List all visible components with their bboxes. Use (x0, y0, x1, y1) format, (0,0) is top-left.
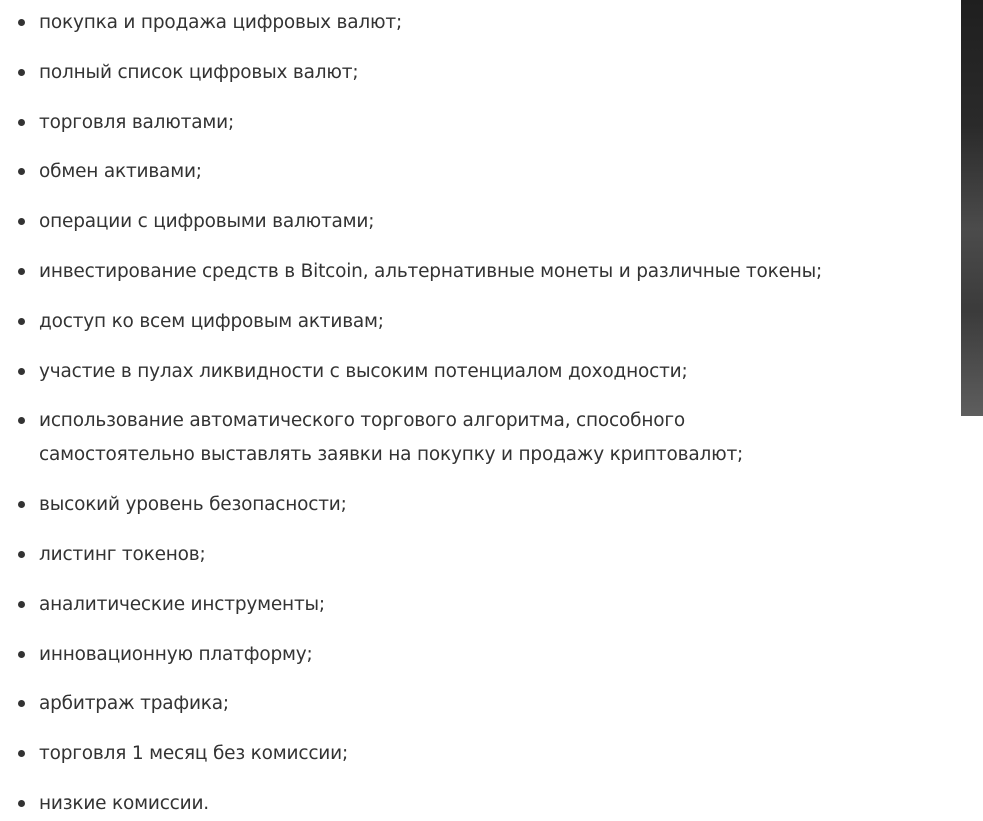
list-item-text: торговля валютами; (39, 112, 234, 133)
bullet-icon (18, 501, 25, 508)
list-item (0, 404, 839, 472)
list-item (0, 638, 839, 672)
bullet-icon (18, 69, 25, 76)
list-item-text: торговля 1 месяц без комиссии; (39, 743, 348, 764)
list-item-text: листинг токенов; (39, 544, 206, 565)
bullet-icon (18, 268, 25, 275)
bullet-icon (18, 368, 25, 375)
list-item-text: доступ ко всем цифровым активам; (39, 311, 384, 332)
list-item (0, 305, 839, 339)
list-item (0, 6, 839, 40)
list-item (0, 737, 839, 771)
list-item-text: полный список цифровых валют; (39, 62, 359, 83)
list-item (0, 588, 839, 622)
list-item-text: инвестирование средств в Bitcoin, альтернативные монеты и различные токены; (39, 261, 823, 282)
side-image (961, 0, 983, 416)
list-item-text: высокий уровень безопасности; (39, 494, 347, 515)
bullet-icon (18, 119, 25, 126)
list-item-text: низкие комиссии. (39, 793, 209, 814)
bullet-icon (18, 551, 25, 558)
list-item-text: использование автоматического торгового алгоритма, способного самостоятельно выставлять заявки на покупку и продажу криптовалют; (39, 410, 744, 465)
bullet-icon (18, 19, 25, 26)
bullet-icon (18, 417, 25, 424)
bullet-icon (18, 700, 25, 707)
list-item (0, 106, 839, 140)
bullet-icon (18, 651, 25, 658)
bullet-icon (18, 318, 25, 325)
list-item (0, 538, 839, 572)
list-item-text: арбитраж трафика; (39, 693, 229, 714)
list-item (0, 787, 839, 821)
list-item (0, 687, 839, 721)
bullet-icon (18, 601, 25, 608)
bullet-icon (18, 218, 25, 225)
list-item (0, 56, 839, 90)
list-item-text: операции с цифровыми валютами; (39, 211, 375, 232)
list-item-text: покупка и продажа цифровых валют; (39, 12, 402, 33)
list-item-text: участие в пулах ликвидности с высоким потенциалом доходности; (39, 361, 688, 382)
list-item-text: обмен активами; (39, 161, 202, 182)
list-item (0, 205, 839, 239)
bullet-icon (18, 800, 25, 807)
list-item (0, 355, 839, 389)
bullet-icon (18, 750, 25, 757)
list-item (0, 155, 839, 189)
bullet-icon (18, 168, 25, 175)
list-item (0, 255, 839, 289)
list-item-text: инновационную платформу; (39, 644, 313, 665)
list-item-text: аналитические инструменты; (39, 594, 325, 615)
list-item (0, 488, 839, 522)
